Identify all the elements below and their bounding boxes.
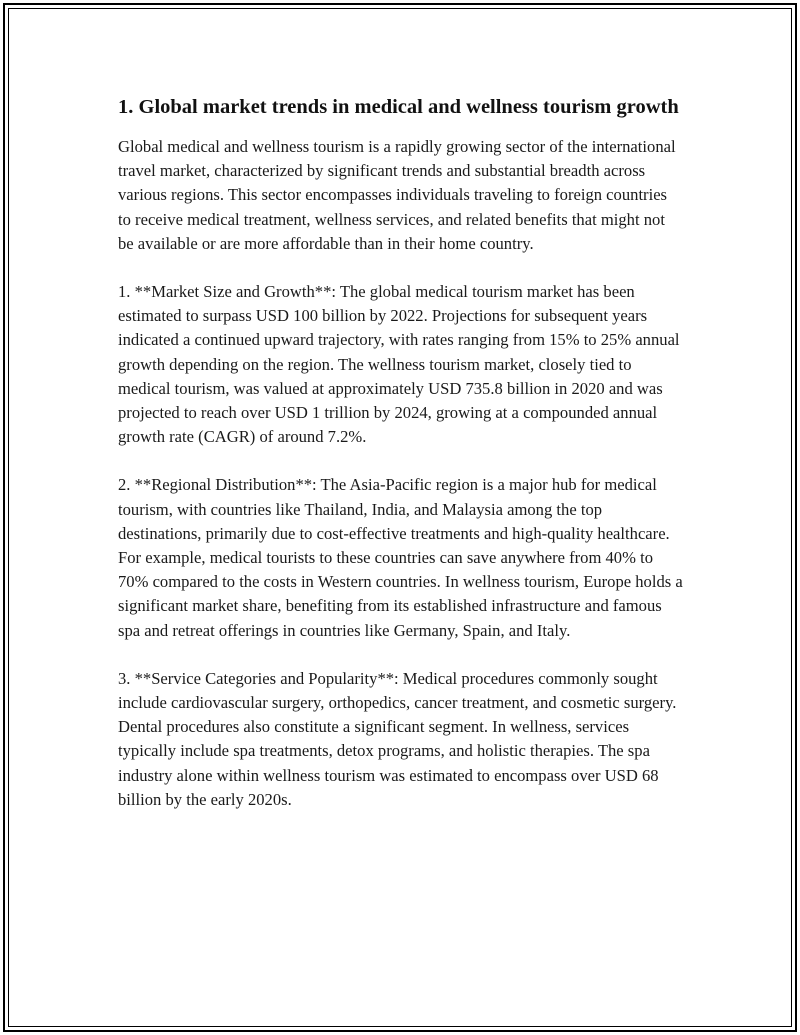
section-heading: 1. Global market trends in medical and wellness tourism growth — [118, 96, 679, 118]
regional-distribution-paragraph: 2. **Regional Distribution**: The Asia-Pacific region is a major hub for medical tourism, with countries like Thailand, India, and Malaysia among the top destinations, primarily due to cost-effective treatments and high-quality healthcare. For example, medical tourists to these countries can save anywhere from 40% to 70% compared to the costs in Western countries. In wellness tourism, Europe holds a significant market share, benefiting from its established infrastructure and famous spa and retreat offerings in countries like Germany, Spain, and Italy. — [118, 475, 683, 640]
intro-paragraph: Global medical and wellness tourism is a rapidly growing sector of the international travel market, characterized by significant trends and substantial breadth across various regions. This sector encompasses individuals traveling to foreign countries to receive medical treatment, wellness services, and related benefits that might not be available or are more affordable than in their home country. — [118, 137, 676, 253]
document-body — [118, 94, 684, 836]
market-size-paragraph: 1. **Market Size and Growth**: The global medical tourism market has been estimated to surpass USD 100 billion by 2022. Projections for subsequent years indicated a continued upward trajectory, with rates ranging from 15% to 25% annual growth depending on the region. The wellness tourism market, closely tied to medical tourism, was valued at approximately USD 735.8 billion in 2020 and was projected to reach over USD 1 trillion by 2024, growing at a compounded annual growth rate (CAGR) of around 7.2%. — [118, 282, 680, 447]
service-categories-paragraph: 3. **Service Categories and Popularity**: Medical procedures commonly sought include cardiovascular surgery, orthopedics, cancer treatment, and cosmetic surgery. Dental procedures also constitute a significant segment. In wellness, services typically include spa treatments, detox programs, and holistic therapies. The spa industry alone within wellness tourism was estimated to encompass over USD 68 billion by the early 2020s. — [118, 668, 677, 809]
